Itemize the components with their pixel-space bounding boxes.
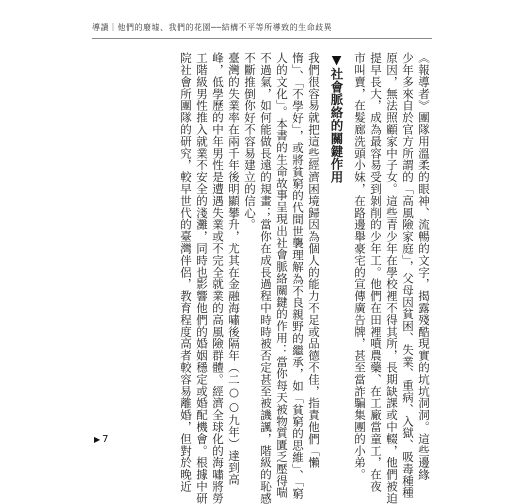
text-column: 人的文化」。本書的生命故事呈現出社會脈絡關鍵的作用：當你每天被物質匱乏壓得喘 xyxy=(275,52,289,499)
vertical-text-block xyxy=(178,52,432,504)
text-column: 不過氣，如何能做長遠的規畫；當你在成長過程中時時被否定甚至被譏諷，階級的恥感 xyxy=(259,52,273,504)
paragraph-1 xyxy=(352,52,432,504)
section-heading xyxy=(328,52,344,424)
folio-arrow-icon: ▶ xyxy=(94,435,101,444)
text-column: 提早長大，成為最容易受到剝削的少年工。他們在田裡噴農藥、在工廠當童工，在夜 xyxy=(369,52,383,493)
text-column: 惰」、「不學好」，或將貧窮的代間世襲理解為不良親野的繼承，如「貧窮的思維」、「窮 xyxy=(291,52,305,500)
text-column: 市叫賣，在髮廊洗頭小妹，在路邊舉豪宅的宣傳廣告牌，甚至當詐騙集團的小弟。 xyxy=(353,52,367,481)
text-column: 少年多來自於官方所謂的「高風險家庭」，父母因貧困、失業、重病、入獄、吸毒種種 xyxy=(401,52,415,499)
text-column: 臺灣的失業率在兩千年後明顯攀升，尤其在金融海嘯後隔年（二○○九年）達到高 xyxy=(227,52,241,486)
text-column: 工階級男性推入就業不安全的淺灘，同時也影響他們的婚姻穩定或婚配機會。根據中研 xyxy=(195,52,209,504)
page-number: 7 xyxy=(102,434,109,445)
text-column: 峰，低學歷的中年男性是遭遇失業或不完全就業的高風險群體。經濟全球化的海嘯將勞 xyxy=(211,52,225,504)
page-folio xyxy=(94,434,109,445)
text-column: 《報導者》團隊用溫柔的眼神、流暢的文字，揭露殘酷現實的坑坑洞洞。這些邊緣 xyxy=(417,52,431,481)
text-column: 院社會所團隊的研究，較早世代的臺灣伴侶，教育程度高者較容易離婚，但對於晚近 xyxy=(179,52,193,493)
text-column: 我們很容易就把這些經濟困境歸因為個人的能力不足或品德不佳，指責他們「懶 xyxy=(307,52,321,469)
header-divider xyxy=(92,38,432,39)
section-heading-text: 社會脈絡的關鍵作用 xyxy=(329,67,344,184)
text-column: 原因，無法照顧家中子女。這些青少年在學校裡不得其所，長期缺課或中輟，他們被迫 xyxy=(385,52,399,504)
text-column: 不斷推倒你好不容易建立的信心。 xyxy=(243,52,257,231)
triangle-bullet-icon: ▼ xyxy=(329,52,344,68)
running-head: 導讀｜他們的廢墟、我們的花園──結構不平等所導致的生命歧異 xyxy=(92,23,333,32)
paragraph-2 xyxy=(242,52,322,504)
paragraph-3 xyxy=(178,52,242,504)
